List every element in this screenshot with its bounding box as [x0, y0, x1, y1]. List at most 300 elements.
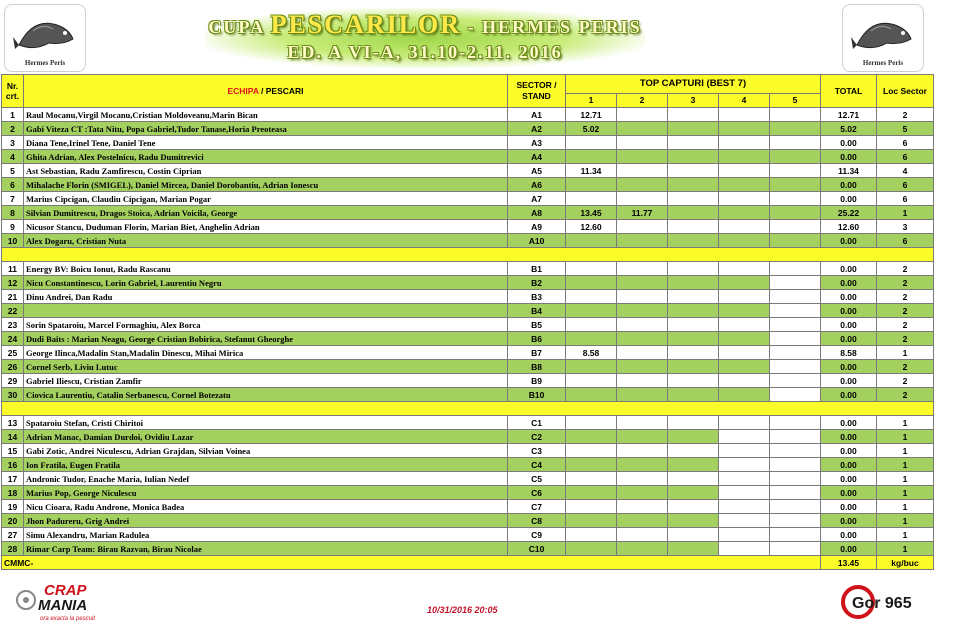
capture-3: [668, 150, 719, 164]
table-row: [2, 206, 934, 220]
crap-mania-logo-graphic: [14, 578, 124, 624]
col-header-capture-2: 2: [617, 93, 668, 107]
capture-2: [617, 374, 668, 388]
title-prefix: CUPA: [208, 17, 271, 37]
capture-3: [668, 416, 719, 430]
capture-2: [617, 318, 668, 332]
loc-sector-cell: 6: [877, 150, 934, 164]
table-row: [2, 318, 934, 332]
team-name: Raul Mocanu,Virgil Mocanu,Cristian Moldoveanu,Marin Bican: [24, 108, 508, 122]
loc-sector-cell: 1: [877, 430, 934, 444]
capture-5: [770, 500, 821, 514]
col-header-team-b: PESCARI: [265, 86, 304, 96]
gor-logo-graphic: [836, 578, 936, 624]
capture-2: [617, 472, 668, 486]
capture-5: [770, 108, 821, 122]
loc-sector-cell: 1: [877, 514, 934, 528]
capture-4: [719, 150, 770, 164]
capture-4: [719, 444, 770, 458]
loc-sector-cell: 4: [877, 164, 934, 178]
capture-5: [770, 318, 821, 332]
capture-5: [770, 528, 821, 542]
capture-1: 11.34: [566, 164, 617, 178]
team-name: Mihalache Florin (SMIGEL), Daniel Mircea, Daniel Dorobantiu, Adrian Ionescu: [24, 178, 508, 192]
capture-3: [668, 528, 719, 542]
group-separator-cell: [2, 402, 934, 416]
capture-3: [668, 486, 719, 500]
capture-3: [668, 136, 719, 150]
row-number: 10: [2, 234, 24, 248]
loc-sector-cell: 6: [877, 136, 934, 150]
group-separator-cell: [2, 248, 934, 262]
total-cell: 0.00: [821, 486, 877, 500]
capture-3: [668, 444, 719, 458]
capture-4: [719, 234, 770, 248]
row-number: 7: [2, 192, 24, 206]
capture-3: [668, 388, 719, 402]
row-number: 16: [2, 458, 24, 472]
capture-4: [719, 192, 770, 206]
sector-stand: B9: [508, 374, 566, 388]
loc-sector-cell: 1: [877, 444, 934, 458]
sector-stand: A9: [508, 220, 566, 234]
col-header-team-a: ECHIPA: [227, 86, 259, 96]
logo-caption: Hermes Peris: [862, 59, 904, 67]
total-cell: 0.00: [821, 444, 877, 458]
capture-4: [719, 374, 770, 388]
title-main: PESCARILOR: [270, 10, 462, 39]
team-name: Dinu Andrei, Dan Radu: [24, 290, 508, 304]
table-row: [2, 150, 934, 164]
capture-5: [770, 332, 821, 346]
total-cell: 0.00: [821, 472, 877, 486]
table-row: [2, 290, 934, 304]
total-cell: 0.00: [821, 290, 877, 304]
capture-2: [617, 486, 668, 500]
col-header-loc-label: Loc Sector: [883, 86, 927, 96]
table-row: [2, 122, 934, 136]
capture-5: [770, 444, 821, 458]
capture-1: [566, 500, 617, 514]
table-row: [2, 276, 934, 290]
loc-sector-cell: 1: [877, 346, 934, 360]
capture-3: [668, 318, 719, 332]
row-number: 17: [2, 472, 24, 486]
capture-5: [770, 220, 821, 234]
sector-stand: C6: [508, 486, 566, 500]
loc-sector-cell: 2: [877, 332, 934, 346]
capture-3: [668, 122, 719, 136]
capture-3: [668, 290, 719, 304]
row-number: 8: [2, 206, 24, 220]
capture-5: [770, 472, 821, 486]
capture-5: [770, 234, 821, 248]
sector-stand: B4: [508, 304, 566, 318]
table-row: [2, 514, 934, 528]
row-number: 20: [2, 514, 24, 528]
capture-2: [617, 234, 668, 248]
team-name: Dudi Baits : Marian Neagu, George Cristian Bobirica, Stefanut Gheorghe: [24, 332, 508, 346]
sector-stand: C1: [508, 416, 566, 430]
capture-2: [617, 416, 668, 430]
capture-1: [566, 318, 617, 332]
col-header-loc: [877, 75, 934, 108]
capture-1: [566, 528, 617, 542]
summary-unit: kg/buc: [877, 556, 934, 570]
col-header-nr: [2, 75, 24, 108]
capture-1: [566, 542, 617, 556]
capture-1: [566, 192, 617, 206]
total-cell: 11.34: [821, 164, 877, 178]
col-header-team-sep: /: [258, 86, 266, 96]
gor-logo-text: Gor 965: [852, 595, 912, 612]
table-row: [2, 458, 934, 472]
loc-sector-cell: 2: [877, 290, 934, 304]
summary-label: CMMC-: [2, 556, 821, 570]
capture-4: [719, 472, 770, 486]
logo-tagline: ora exacta la pescuit: [40, 616, 96, 622]
capture-1: [566, 430, 617, 444]
capture-1: [566, 458, 617, 472]
team-name: Simu Alexandru, Marian Radulea: [24, 528, 508, 542]
team-name: Adrian Manac, Damian Durdoi, Ovidiu Lazar: [24, 430, 508, 444]
total-cell: 0.00: [821, 262, 877, 276]
team-name: Nicu Cioara, Radu Androne, Monica Badea: [24, 500, 508, 514]
sector-stand: B10: [508, 388, 566, 402]
row-number: 13: [2, 416, 24, 430]
loc-sector-cell: 5: [877, 122, 934, 136]
loc-sector-cell: 1: [877, 528, 934, 542]
table-row: [2, 486, 934, 500]
col-header-top-label: TOP CAPTURI (BEST 7): [639, 77, 747, 89]
row-number: 25: [2, 346, 24, 360]
team-name: Jhon Padureru, Grig Andrei: [24, 514, 508, 528]
results-table: [1, 74, 934, 570]
title-suffix: - HERMES PERIS: [461, 17, 642, 37]
capture-4: [719, 416, 770, 430]
table-row: [2, 416, 934, 430]
capture-4: [719, 514, 770, 528]
capture-3: [668, 332, 719, 346]
sector-stand: A4: [508, 150, 566, 164]
total-cell: 5.02: [821, 122, 877, 136]
capture-4: [719, 360, 770, 374]
page-title: [205, 10, 645, 40]
capture-3: [668, 108, 719, 122]
capture-3: [668, 430, 719, 444]
capture-5: [770, 290, 821, 304]
capture-5: [770, 416, 821, 430]
capture-2: [617, 220, 668, 234]
total-cell: 0.00: [821, 178, 877, 192]
row-number: 29: [2, 374, 24, 388]
total-cell: 0.00: [821, 430, 877, 444]
capture-2: [617, 332, 668, 346]
sector-stand: C3: [508, 444, 566, 458]
row-number: 15: [2, 444, 24, 458]
row-number: 12: [2, 276, 24, 290]
capture-2: [617, 150, 668, 164]
capture-3: [668, 234, 719, 248]
table-row: [2, 192, 934, 206]
col-header-capture-4: 4: [719, 93, 770, 107]
col-header-capture-3: 3: [668, 93, 719, 107]
sector-stand: A6: [508, 178, 566, 192]
row-number: 11: [2, 262, 24, 276]
hermes-peris-logo-right: [842, 4, 924, 72]
row-number: 28: [2, 542, 24, 556]
row-number: 27: [2, 528, 24, 542]
table-row: [2, 346, 934, 360]
sector-stand: A10: [508, 234, 566, 248]
capture-4: [719, 486, 770, 500]
capture-4: [719, 122, 770, 136]
total-cell: 0.00: [821, 458, 877, 472]
total-cell: 12.60: [821, 220, 877, 234]
capture-4: [719, 206, 770, 220]
group-separator: [2, 248, 934, 262]
team-name: Andronic Tudor, Enache Maria, Iulian Nedef: [24, 472, 508, 486]
capture-5: [770, 178, 821, 192]
col-header-sector-label: SECTOR / STAND: [516, 80, 557, 101]
capture-4: [719, 500, 770, 514]
capture-2: 11.77: [617, 206, 668, 220]
capture-2: [617, 192, 668, 206]
sector-stand: B6: [508, 332, 566, 346]
capture-2: [617, 108, 668, 122]
capture-2: [617, 444, 668, 458]
capture-2: [617, 164, 668, 178]
team-name: Ast Sebastian, Radu Zamfirescu, Costin Ciprian: [24, 164, 508, 178]
team-name: Rimar Carp Team: Birau Razvan, Birau Nicolae: [24, 542, 508, 556]
team-name: Silvian Dumitrescu, Dragos Stoica, Adrian Voicila, George: [24, 206, 508, 220]
table-row: [2, 178, 934, 192]
capture-3: [668, 458, 719, 472]
carp-fish-icon: [851, 11, 915, 55]
loc-sector-cell: 1: [877, 206, 934, 220]
capture-5: [770, 542, 821, 556]
sector-stand: A1: [508, 108, 566, 122]
capture-3: [668, 164, 719, 178]
total-cell: 0.00: [821, 332, 877, 346]
capture-1: [566, 486, 617, 500]
loc-sector-cell: 2: [877, 388, 934, 402]
capture-2: [617, 262, 668, 276]
team-name: Marius Cipcigan, Claudiu Cipcigan, Marian Pogar: [24, 192, 508, 206]
loc-sector-cell: 2: [877, 262, 934, 276]
logo-caption: Hermes Peris: [24, 59, 66, 67]
total-cell: 8.58: [821, 346, 877, 360]
loc-sector-cell: 3: [877, 220, 934, 234]
sector-stand: A2: [508, 122, 566, 136]
capture-1: [566, 514, 617, 528]
capture-2: [617, 304, 668, 318]
col-header-capture-5: 5: [770, 93, 821, 107]
capture-1: [566, 332, 617, 346]
page-header: [0, 0, 960, 74]
capture-2: [617, 542, 668, 556]
row-number: 24: [2, 332, 24, 346]
capture-4: [719, 164, 770, 178]
total-cell: 0.00: [821, 192, 877, 206]
col-header-capture-1: 1: [566, 93, 617, 107]
sector-stand: B2: [508, 276, 566, 290]
loc-sector-cell: 2: [877, 374, 934, 388]
logo-line2: MANIA: [38, 597, 88, 614]
loc-sector-cell: 6: [877, 178, 934, 192]
page-subtitle: ED. A VI-A, 31.10-2.11. 2016: [287, 42, 563, 62]
loc-sector-cell: 2: [877, 108, 934, 122]
capture-5: [770, 388, 821, 402]
capture-4: [719, 276, 770, 290]
capture-5: [770, 262, 821, 276]
capture-5: [770, 374, 821, 388]
capture-5: [770, 276, 821, 290]
capture-3: [668, 276, 719, 290]
team-name: Ciovica Laurentiu, Catalin Serbanescu, Cornel Botezatu: [24, 388, 508, 402]
capture-3: [668, 360, 719, 374]
capture-2: [617, 136, 668, 150]
total-cell: 0.00: [821, 542, 877, 556]
table-row: [2, 430, 934, 444]
col-header-top: [566, 75, 821, 94]
loc-sector-cell: 1: [877, 472, 934, 486]
sector-stand: B8: [508, 360, 566, 374]
capture-4: [719, 178, 770, 192]
capture-4: [719, 290, 770, 304]
capture-1: 8.58: [566, 346, 617, 360]
capture-4: [719, 304, 770, 318]
capture-3: [668, 500, 719, 514]
loc-sector-cell: 1: [877, 416, 934, 430]
capture-5: [770, 360, 821, 374]
row-number: 22: [2, 304, 24, 318]
sector-stand: C5: [508, 472, 566, 486]
capture-5: [770, 430, 821, 444]
sector-stand: C8: [508, 514, 566, 528]
row-number: 5: [2, 164, 24, 178]
capture-1: [566, 290, 617, 304]
team-name: Spataroiu Stefan, Cristi Chiritoi: [24, 416, 508, 430]
team-name: Sorin Spataroiu, Marcel Formaghiu, Alex Borca: [24, 318, 508, 332]
results-body: [2, 108, 934, 570]
team-name: Nicu Constantinescu, Lorin Gabriel, Laurentiu Negru: [24, 276, 508, 290]
summary-value: 13.45: [821, 556, 877, 570]
capture-2: [617, 122, 668, 136]
loc-sector-cell: 1: [877, 542, 934, 556]
row-number: 18: [2, 486, 24, 500]
table-row: [2, 164, 934, 178]
table-row: [2, 108, 934, 122]
capture-3: [668, 304, 719, 318]
summary-row: [2, 556, 934, 570]
table-row: [2, 528, 934, 542]
row-number: 19: [2, 500, 24, 514]
capture-1: 12.60: [566, 220, 617, 234]
capture-1: [566, 304, 617, 318]
hermes-peris-logo-left: [4, 4, 86, 72]
capture-1: 12.71: [566, 108, 617, 122]
capture-3: [668, 192, 719, 206]
capture-5: [770, 164, 821, 178]
row-number: 6: [2, 178, 24, 192]
capture-2: [617, 388, 668, 402]
capture-5: [770, 122, 821, 136]
loc-sector-cell: 1: [877, 500, 934, 514]
capture-3: [668, 472, 719, 486]
total-cell: 0.00: [821, 416, 877, 430]
capture-3: [668, 206, 719, 220]
capture-2: [617, 514, 668, 528]
total-cell: 0.00: [821, 150, 877, 164]
total-cell: 0.00: [821, 528, 877, 542]
team-name: [24, 304, 508, 318]
team-name: Ghita Adrian, Alex Postelnicu, Radu Dumitrevici: [24, 150, 508, 164]
sector-stand: C9: [508, 528, 566, 542]
sector-stand: A7: [508, 192, 566, 206]
gor-logo: [836, 578, 936, 624]
table-row: [2, 374, 934, 388]
team-name: George Ilinca,Madalin Stan,Madalin Dinescu, Mihai Mirica: [24, 346, 508, 360]
loc-sector-cell: 2: [877, 276, 934, 290]
capture-4: [719, 346, 770, 360]
loc-sector-cell: 6: [877, 192, 934, 206]
capture-2: [617, 500, 668, 514]
loc-sector-cell: 2: [877, 304, 934, 318]
capture-1: [566, 178, 617, 192]
team-name: Ion Fratila, Eugen Fratila: [24, 458, 508, 472]
table-row: [2, 262, 934, 276]
capture-2: [617, 276, 668, 290]
capture-4: [719, 108, 770, 122]
capture-1: [566, 262, 617, 276]
col-header-team: [24, 75, 508, 108]
capture-2: [617, 458, 668, 472]
table-row: [2, 220, 934, 234]
capture-1: [566, 388, 617, 402]
capture-2: [617, 360, 668, 374]
total-cell: 12.71: [821, 108, 877, 122]
total-cell: 0.00: [821, 234, 877, 248]
capture-1: [566, 472, 617, 486]
table-row: [2, 360, 934, 374]
team-name: Diana Tene,Irinel Tene, Daniel Tene: [24, 136, 508, 150]
capture-5: [770, 136, 821, 150]
sector-stand: A8: [508, 206, 566, 220]
row-number: 30: [2, 388, 24, 402]
capture-3: [668, 514, 719, 528]
loc-sector-cell: 2: [877, 318, 934, 332]
row-number: 2: [2, 122, 24, 136]
total-cell: 0.00: [821, 514, 877, 528]
table-row: [2, 444, 934, 458]
sector-stand: B5: [508, 318, 566, 332]
total-cell: 0.00: [821, 276, 877, 290]
total-cell: 0.00: [821, 136, 877, 150]
table-row: [2, 136, 934, 150]
col-header-total-label: TOTAL: [834, 86, 863, 96]
total-cell: 0.00: [821, 374, 877, 388]
team-name: Gabi Viteza CT :Tata Nitu, Popa Gabriel,Tudor Tanase,Horia Preoteasa: [24, 122, 508, 136]
capture-2: [617, 290, 668, 304]
total-cell: 0.00: [821, 360, 877, 374]
team-name: Nicusor Stancu, Duduman Florin, Marian Biet, Anghelin Adrian: [24, 220, 508, 234]
capture-5: [770, 514, 821, 528]
table-row: [2, 500, 934, 514]
capture-3: [668, 542, 719, 556]
table-row: [2, 304, 934, 318]
capture-1: [566, 416, 617, 430]
